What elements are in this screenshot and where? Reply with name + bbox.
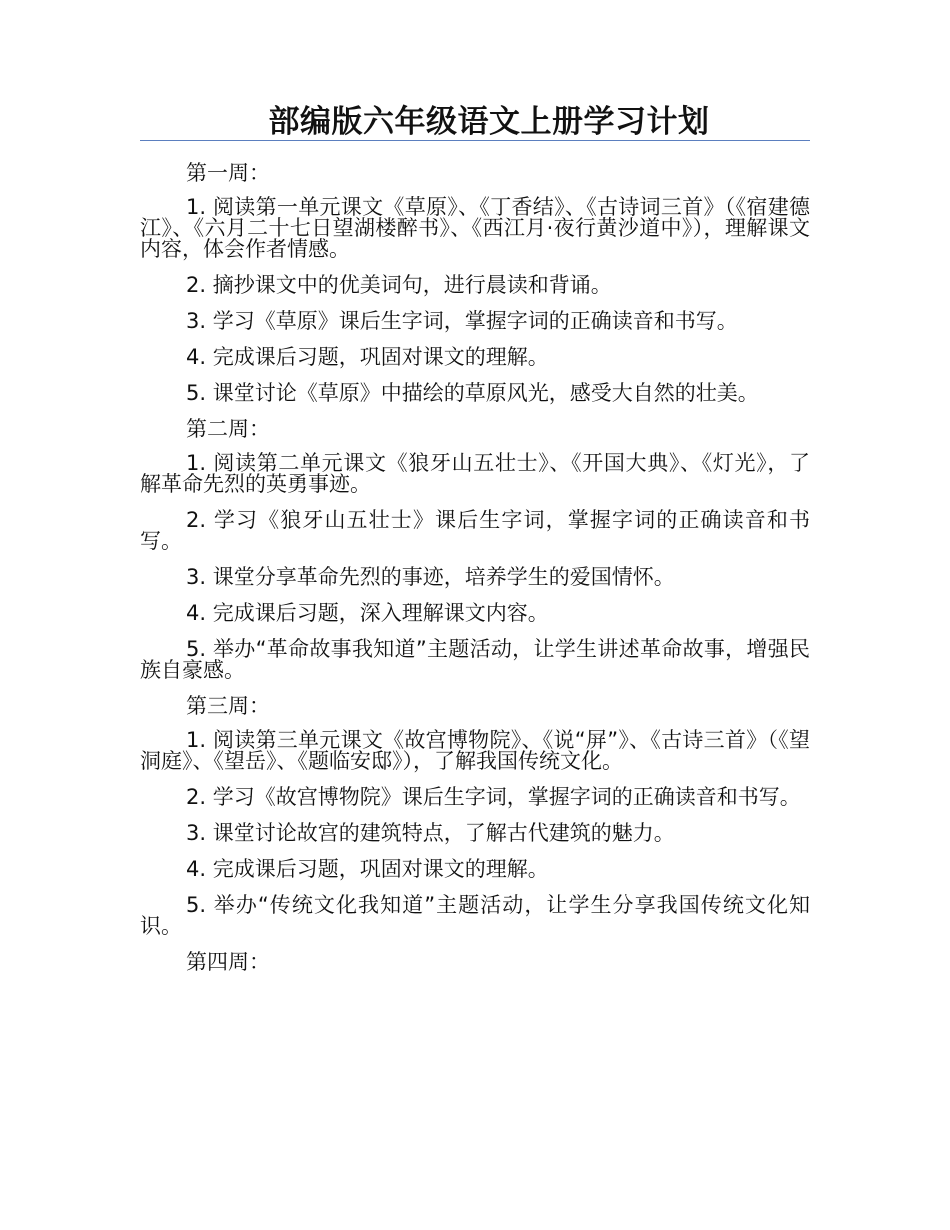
plan-item: 3. 课堂分享革命先烈的事迹，培养学生的爱国情怀。 [186, 565, 675, 589]
plan-item: 1. 阅读第二单元课文《狼牙山五壮士》、《开国大典》、《灯光》，了解革命先烈的英勇事迹。 [140, 451, 810, 496]
document-title: 部编版六年级语文上册学习计划 [268, 104, 710, 140]
title-underline [140, 140, 810, 141]
document-body [140, 156, 810, 979]
week-heading: 第三周： [186, 694, 270, 718]
plan-item: 2. 摘抄课文中的优美词句，进行晨读和背诵。 [186, 273, 612, 297]
plan-item: 4. 完成课后习题，巩固对课文的理解。 [186, 345, 549, 369]
plan-item: 5. 举办“革命故事我知道”主题活动，让学生讲述革命故事，增强民族自豪感。 [140, 637, 810, 682]
plan-item: 3. 学习《草原》课后生字词，掌握字词的正确读音和书写。 [186, 309, 738, 333]
plan-item: 5. 课堂讨论《草原》中描绘的草原风光，感受大自然的壮美。 [186, 381, 759, 405]
week-heading: 第一周： [186, 161, 270, 185]
plan-item: 5. 举办“传统文化我知道”主题活动，让学生分享我国传统文化知识。 [140, 893, 810, 938]
plan-item: 3. 课堂讨论故宫的建筑特点，了解古代建筑的魅力。 [186, 821, 675, 845]
week-heading: 第二周： [186, 417, 270, 441]
plan-item: 4. 完成课后习题，巩固对课文的理解。 [186, 857, 549, 881]
week-heading: 第四周： [186, 950, 270, 974]
plan-item: 2. 学习《故宫博物院》课后生字词，掌握字词的正确读音和书写。 [186, 785, 801, 809]
plan-item: 1. 阅读第一单元课文《草原》、《丁香结》、《古诗词三首》（《宿建德江》、《六月二十七日望湖楼醉书》、《西江月·夜行黄沙道中》），理解课文内容，体会作者情感。 [140, 195, 810, 261]
plan-item: 4. 完成课后习题，深入理解课文内容。 [186, 601, 549, 625]
plan-item: 1. 阅读第三单元课文《故宫博物院》、《说“屏”》、《古诗三首》（《望洞庭》、《望岳》、《题临安邸》），了解我国传统文化。 [140, 728, 810, 773]
plan-item: 2. 学习《狼牙山五壮士》课后生字词，掌握字词的正确读音和书写。 [140, 508, 810, 553]
